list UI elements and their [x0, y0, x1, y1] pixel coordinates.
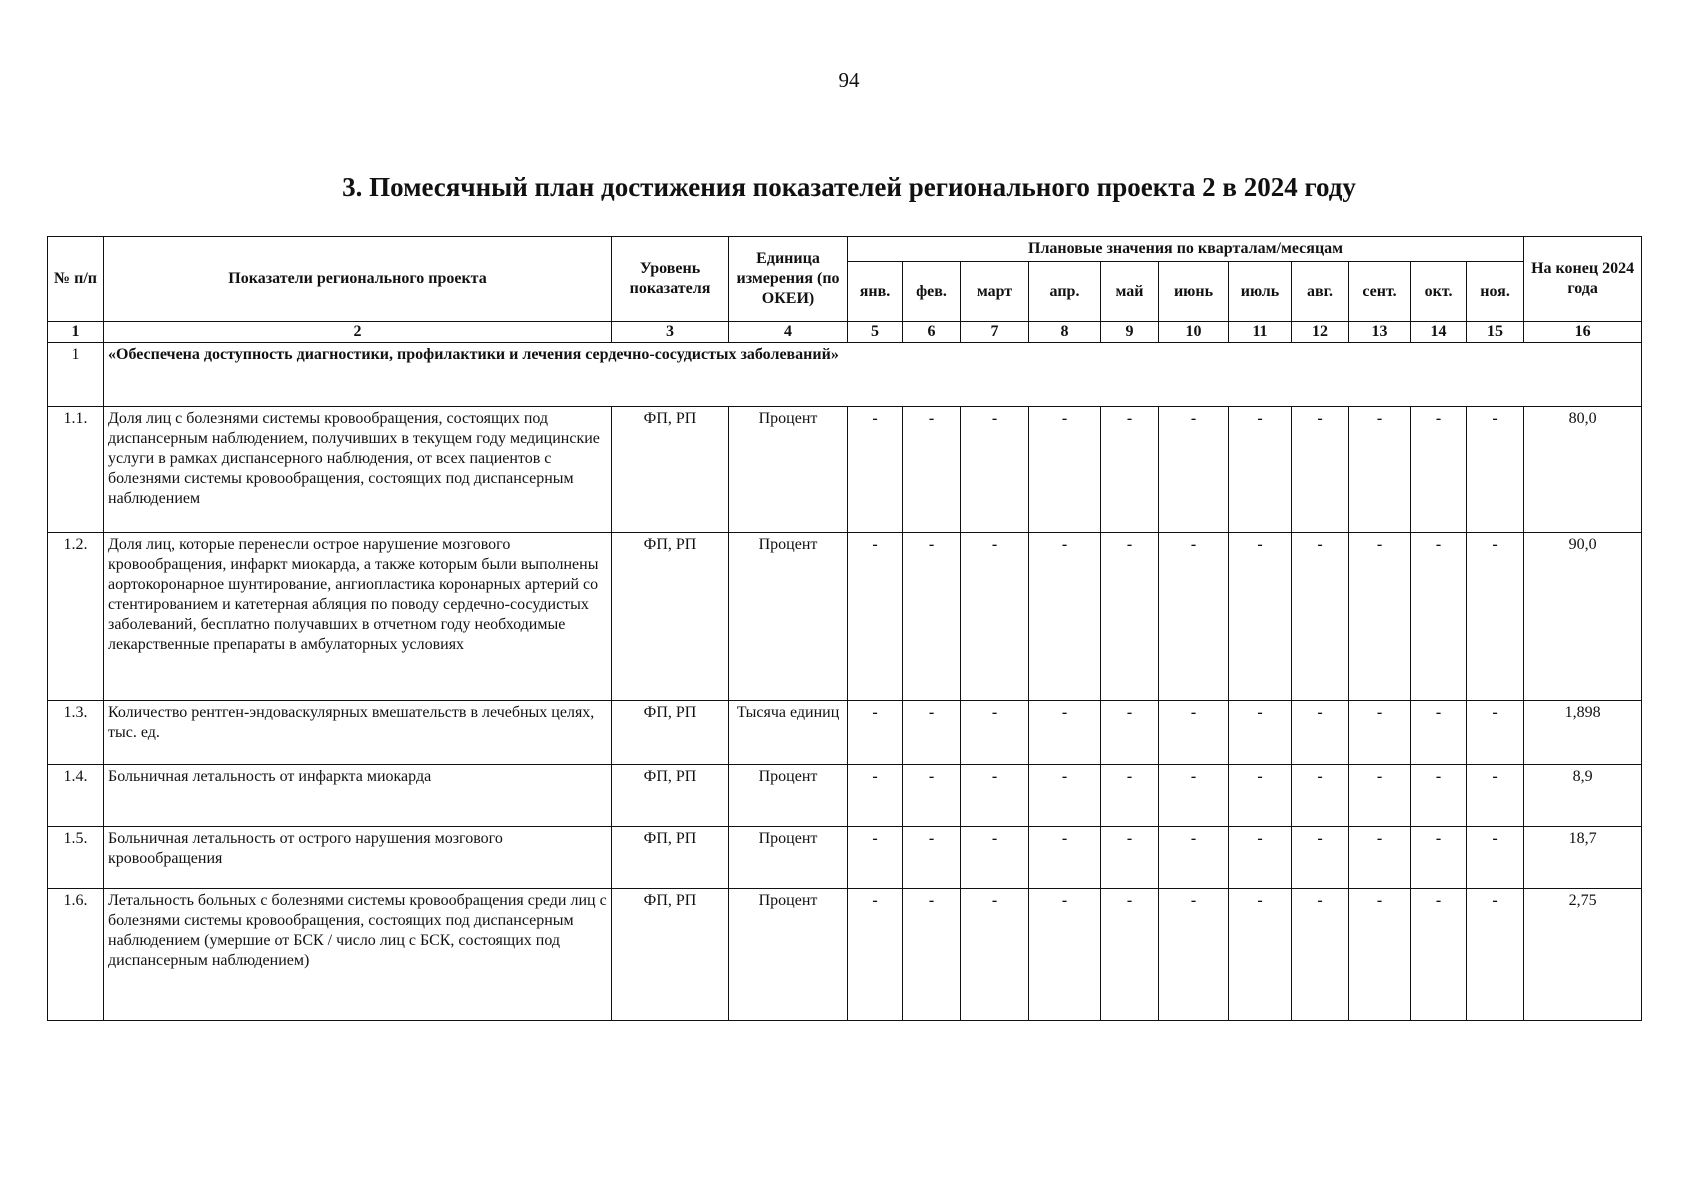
month-value: -	[903, 533, 961, 701]
column-numbers-row	[48, 322, 1642, 343]
column-number: 8	[1029, 322, 1101, 343]
month-value: -	[1159, 533, 1229, 701]
column-number: 6	[903, 322, 961, 343]
section-row	[48, 343, 1642, 407]
header-unit: Единица измерения (по ОКЕИ)	[729, 237, 848, 322]
indicator-level: ФП, РП	[612, 827, 729, 889]
month-value: -	[903, 765, 961, 827]
column-number: 1	[48, 322, 104, 343]
header-level: Уровень показателя	[612, 237, 729, 322]
month-value: -	[1029, 407, 1101, 533]
indicator-name: Количество рентген-эндоваскулярных вмешательств в лечебных целях, тыс. ед.	[104, 701, 612, 765]
month-value: -	[848, 827, 903, 889]
month-value: -	[1411, 827, 1467, 889]
header-month: июнь	[1159, 262, 1229, 322]
month-value: -	[1159, 701, 1229, 765]
month-value: -	[1467, 765, 1524, 827]
month-value: -	[1029, 533, 1101, 701]
month-value: -	[1029, 827, 1101, 889]
column-number: 12	[1292, 322, 1349, 343]
year-end-value: 80,0	[1524, 407, 1642, 533]
month-value: -	[1229, 701, 1292, 765]
indicator-unit: Процент	[729, 765, 848, 827]
month-value: -	[1292, 889, 1349, 1021]
indicator-name: Летальность больных с болезнями системы кровообращения среди лиц с болезнями системы кровообращения, состоящих под диспансерным наблюдением (умершие от БСК / число лиц с БСК, состоящих под диспансерным наблюдением)	[104, 889, 612, 1021]
month-value: -	[848, 533, 903, 701]
month-value: -	[1229, 533, 1292, 701]
indicator-unit: Процент	[729, 533, 848, 701]
month-value: -	[1101, 533, 1159, 701]
table-row	[48, 889, 1642, 1021]
indicator-name: Больничная летальность от инфаркта миокарда	[104, 765, 612, 827]
row-num: 1.2.	[48, 533, 104, 701]
header-month: апр.	[1029, 262, 1101, 322]
year-end-value: 90,0	[1524, 533, 1642, 701]
column-number: 9	[1101, 322, 1159, 343]
month-value: -	[1229, 407, 1292, 533]
section-name: «Обеспечена доступность диагностики, профилактики и лечения сердечно-сосудистых заболеваний»	[104, 343, 1642, 407]
month-value: -	[1101, 827, 1159, 889]
month-value: -	[1229, 827, 1292, 889]
month-value: -	[848, 701, 903, 765]
indicator-level: ФП, РП	[612, 889, 729, 1021]
month-value: -	[1349, 701, 1411, 765]
month-value: -	[1349, 533, 1411, 701]
column-number: 15	[1467, 322, 1524, 343]
month-value: -	[848, 407, 903, 533]
month-value: -	[903, 701, 961, 765]
column-number: 2	[104, 322, 612, 343]
month-value: -	[1159, 765, 1229, 827]
indicator-level: ФП, РП	[612, 533, 729, 701]
indicator-unit: Процент	[729, 407, 848, 533]
year-end-value: 1,898	[1524, 701, 1642, 765]
column-number: 16	[1524, 322, 1642, 343]
month-value: -	[1349, 827, 1411, 889]
month-value: -	[961, 533, 1029, 701]
header-plan-group: Плановые значения по кварталам/месяцам	[848, 237, 1524, 262]
month-value: -	[1159, 827, 1229, 889]
table-row	[48, 765, 1642, 827]
row-num: 1.5.	[48, 827, 104, 889]
indicator-name: Больничная летальность от острого нарушения мозгового кровообращения	[104, 827, 612, 889]
header-month: ноя.	[1467, 262, 1524, 322]
indicator-level: ФП, РП	[612, 701, 729, 765]
column-number: 3	[612, 322, 729, 343]
month-value: -	[961, 407, 1029, 533]
page-title: 3. Помесячный план достижения показателей регионального проекта 2 в 2024 году	[342, 172, 1356, 202]
row-num: 1.6.	[48, 889, 104, 1021]
header-indicator: Показатели регионального проекта	[104, 237, 612, 322]
month-value: -	[1292, 533, 1349, 701]
header-month: сент.	[1349, 262, 1411, 322]
year-end-value: 18,7	[1524, 827, 1642, 889]
year-end-value: 8,9	[1524, 765, 1642, 827]
month-value: -	[1292, 765, 1349, 827]
column-number: 5	[848, 322, 903, 343]
page-number: 94	[838, 68, 860, 92]
month-value: -	[1349, 407, 1411, 533]
month-value: -	[1229, 765, 1292, 827]
indicator-unit: Процент	[729, 889, 848, 1021]
month-value: -	[1411, 765, 1467, 827]
month-value: -	[1159, 407, 1229, 533]
table-row	[48, 407, 1642, 533]
column-number: 10	[1159, 322, 1229, 343]
month-value: -	[1467, 407, 1524, 533]
indicator-name: Доля лиц, которые перенесли острое нарушение мозгового кровообращения, инфаркт миокарда, а также которым были выполнены аортокоронарное шунтирование, ангиопластика коронарных артерий со стентированием и катетерная абляция по поводу сердечно-сосудистых заболеваний, бесплатно получавших в отчетном году необходимые лекарственные препараты в амбулаторных условиях	[104, 533, 612, 701]
month-value: -	[1101, 889, 1159, 1021]
month-value: -	[1467, 827, 1524, 889]
month-value: -	[961, 827, 1029, 889]
year-end-value: 2,75	[1524, 889, 1642, 1021]
month-value: -	[1411, 701, 1467, 765]
header-month: март	[961, 262, 1029, 322]
row-num: 1.3.	[48, 701, 104, 765]
month-value: -	[848, 765, 903, 827]
month-value: -	[1029, 889, 1101, 1021]
month-value: -	[848, 889, 903, 1021]
header-month: май	[1101, 262, 1159, 322]
header-year-end: На конец 2024 года	[1524, 237, 1642, 322]
month-value: -	[961, 889, 1029, 1021]
column-number: 7	[961, 322, 1029, 343]
table-row	[48, 533, 1642, 701]
header-month: фев.	[903, 262, 961, 322]
month-value: -	[961, 701, 1029, 765]
column-number: 11	[1229, 322, 1292, 343]
header-month: янв.	[848, 262, 903, 322]
month-value: -	[1292, 701, 1349, 765]
month-value: -	[1349, 889, 1411, 1021]
month-value: -	[1411, 533, 1467, 701]
month-value: -	[1411, 407, 1467, 533]
column-number: 13	[1349, 322, 1411, 343]
table-row	[48, 701, 1642, 765]
month-value: -	[1292, 827, 1349, 889]
indicators-table	[47, 236, 1642, 1021]
header-month: авг.	[1292, 262, 1349, 322]
indicator-unit: Тысяча единиц	[729, 701, 848, 765]
month-value: -	[1029, 765, 1101, 827]
month-value: -	[1467, 701, 1524, 765]
header-num: № п/п	[48, 237, 104, 322]
month-value: -	[903, 407, 961, 533]
indicator-name: Доля лиц с болезнями системы кровообращения, состоящих под диспансерным наблюдением, получивших в текущем году медицинские услуги в рамках диспансерного наблюдения, от всех пациентов с болезнями системы кровообращения, состоящих под диспансерным наблюдением	[104, 407, 612, 533]
month-value: -	[1229, 889, 1292, 1021]
month-value: -	[1292, 407, 1349, 533]
month-value: -	[1101, 407, 1159, 533]
indicator-level: ФП, РП	[612, 765, 729, 827]
month-value: -	[1159, 889, 1229, 1021]
row-num: 1.1.	[48, 407, 104, 533]
month-value: -	[903, 889, 961, 1021]
month-value: -	[961, 765, 1029, 827]
section-num: 1	[48, 343, 104, 407]
month-value: -	[1467, 533, 1524, 701]
month-value: -	[1411, 889, 1467, 1021]
month-value: -	[1101, 765, 1159, 827]
month-value: -	[1029, 701, 1101, 765]
indicator-unit: Процент	[729, 827, 848, 889]
header-month: окт.	[1411, 262, 1467, 322]
month-value: -	[903, 827, 961, 889]
month-value: -	[1101, 701, 1159, 765]
month-value: -	[1467, 889, 1524, 1021]
indicator-level: ФП, РП	[612, 407, 729, 533]
row-num: 1.4.	[48, 765, 104, 827]
column-number: 4	[729, 322, 848, 343]
header-month: июль	[1229, 262, 1292, 322]
month-value: -	[1349, 765, 1411, 827]
column-number: 14	[1411, 322, 1467, 343]
table-row	[48, 827, 1642, 889]
